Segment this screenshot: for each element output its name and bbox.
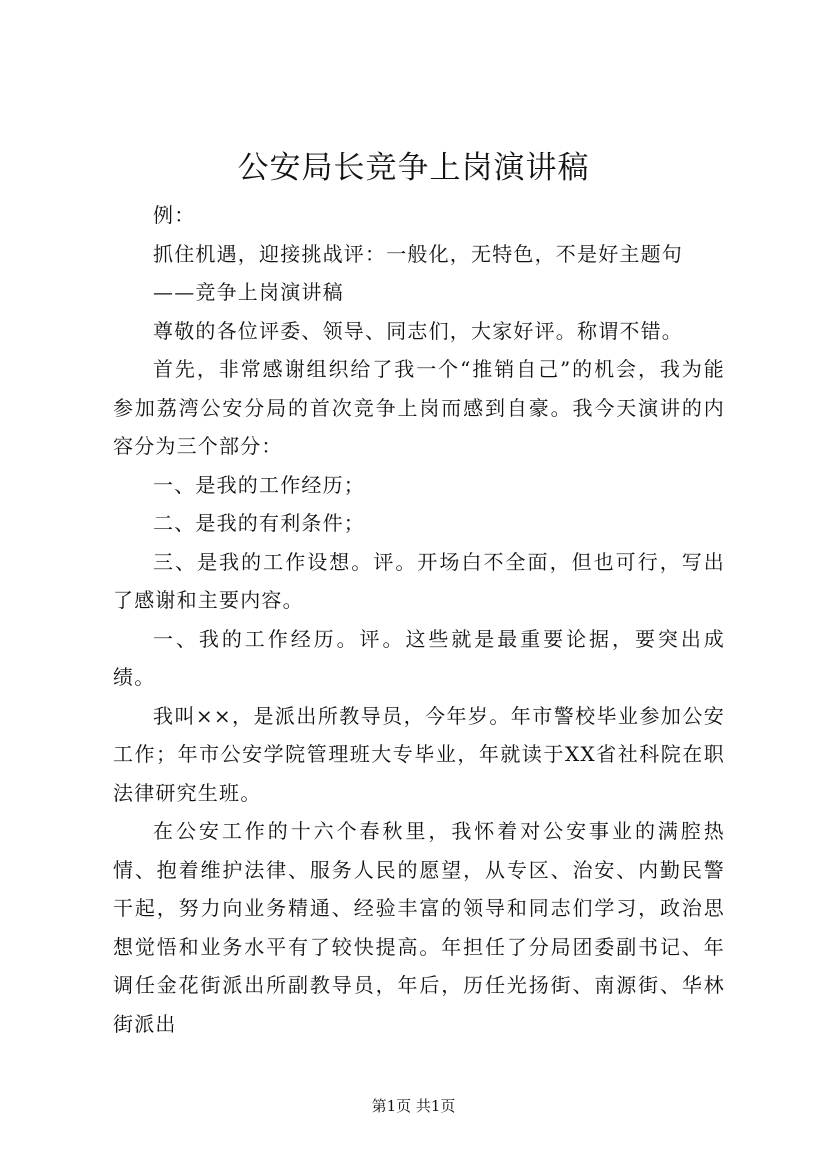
paragraph-section-one-heading: 一、我的工作经历。评。这些就是最重要论据，要突出成绩。	[113, 626, 725, 689]
paragraph-intro: 首先，非常感谢组织给了我一个“推销自己”的机会，我为能参加荔湾公安分局的首次竞争上岗而感到自豪。我今天演讲的内容分为三个部分：	[113, 357, 725, 458]
paragraph-work-history: 在公安工作的十六个春秋里，我怀着对公安事业的满腔热情、抱着维护法律、服务人民的愿望，从专区、治安、内勤民警干起，努力向业务精通、经验丰富的领导和同志们学习，政治思想觉悟和业务水平有了较快提高。年担任了分局团委副书记、年调任金花街派出所副教导员，年后，历任光扬街、南源街、华林街派出	[113, 819, 725, 1036]
paragraph-part-one: 一、是我的工作经历；	[153, 472, 365, 497]
page-footer: 第1页 共1页	[371, 1097, 456, 1115]
document-title: 公安局长竞争上岗演讲稿	[237, 150, 590, 186]
paragraph-topic: 抓住机遇，迎接挑战评：一般化，无特色，不是好主题句	[153, 241, 683, 266]
paragraph-greeting: 尊敬的各位评委、领导、同志们，大家好评。称谓不错。	[153, 318, 683, 343]
paragraph-subtitle: ——竞争上岗演讲稿	[153, 280, 344, 304]
paragraph-part-three: 三、是我的工作设想。评。开场白不全面，但也可行，写出了感谢和主要内容。	[113, 549, 725, 612]
paragraph-example: 例：	[153, 203, 196, 227]
paragraph-self-introduction: 我叫××，是派出所教导员，今年岁。年市警校毕业参加公安工作；年市公安学院管理班大专毕业，年就读于XX省社科院在职法律研究生班。	[113, 703, 725, 805]
paragraph-part-two: 二、是我的有利条件；	[153, 511, 365, 535]
document-body	[113, 196, 725, 1043]
